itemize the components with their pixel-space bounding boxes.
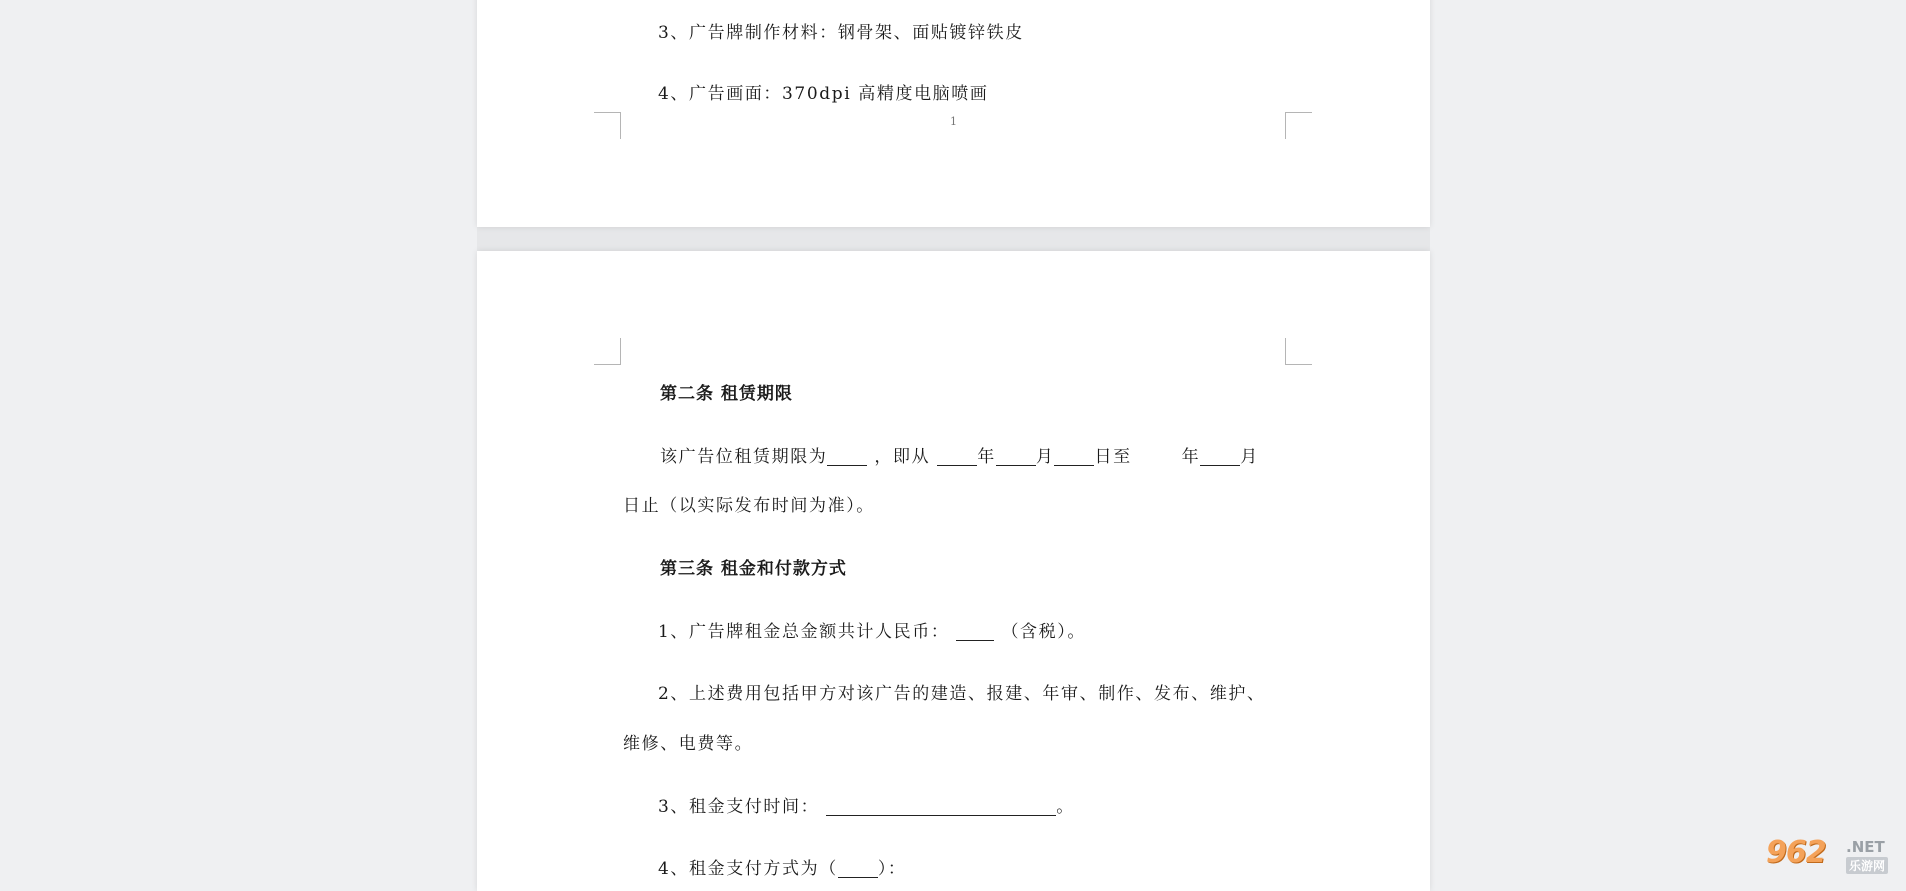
period-mark: 。 (1056, 797, 1075, 817)
article-2-heading: 第二条 租赁期限 (660, 384, 793, 404)
material-item: 3、广告牌制作材料：钢骨架、面贴镀锌铁皮 (658, 23, 1024, 43)
watermark-net: .NET (1846, 838, 1885, 856)
payment-method-item (658, 854, 907, 879)
payment-time-label: 3、租金支付时间： (658, 797, 820, 817)
watermark-number: 962 (1766, 835, 1826, 870)
lease-term-line-2: 日止（以实际发布时间为准）。 (623, 496, 875, 516)
payment-time-blank (826, 798, 1056, 816)
term-blank (827, 448, 867, 466)
payment-method-close: ）： (877, 859, 907, 879)
tax-note: （含税）。 (1001, 622, 1086, 642)
margin-corner-bottom-left (594, 112, 621, 139)
start-month-blank (996, 448, 1036, 466)
rent-total-item (658, 617, 1086, 642)
rent-amount-blank (956, 623, 994, 641)
page-gap (477, 227, 1430, 251)
payment-time-item (658, 792, 1075, 817)
end-month-blank (1200, 448, 1240, 466)
start-year-blank (937, 448, 977, 466)
lease-term-from: ，即从 (874, 447, 931, 467)
site-watermark-logo (1766, 835, 1900, 875)
day-to-label: 日至 (1094, 447, 1132, 467)
payment-method-label: 4、租金支付方式为（ (658, 859, 838, 879)
document-page-2 (477, 251, 1430, 891)
watermark-sitename: 乐游网 (1846, 857, 1888, 874)
article-3-heading: 第三条 租金和付款方式 (660, 559, 847, 579)
year-label: 年 (977, 447, 996, 467)
fee-scope-line-2: 维修、电费等。 (623, 734, 754, 754)
image-spec-item: 4、广告画面：370dpi 高精度电脑喷画 (658, 84, 989, 104)
rent-total-label: 1、广告牌租金总金额共计人民币： (658, 622, 950, 642)
document-page-1 (477, 0, 1430, 227)
margin-corner-top-left (594, 338, 621, 365)
lease-term-line-1 (660, 442, 1259, 467)
margin-corner-top-right (1285, 338, 1312, 365)
lease-term-prefix: 该广告位租赁期限为 (660, 447, 828, 467)
month-label: 月 (1035, 447, 1055, 467)
end-month-label: 月 (1240, 447, 1259, 467)
start-day-blank (1054, 448, 1094, 466)
end-year-label: 年 (1181, 447, 1201, 467)
page-number: 1 (950, 115, 957, 128)
margin-corner-bottom-right (1285, 112, 1312, 139)
payment-method-blank (838, 860, 878, 878)
fee-scope-line-1: 2、上述费用包括甲方对该广告的建造、报建、年审、制作、发布、维护、 (658, 684, 1266, 704)
